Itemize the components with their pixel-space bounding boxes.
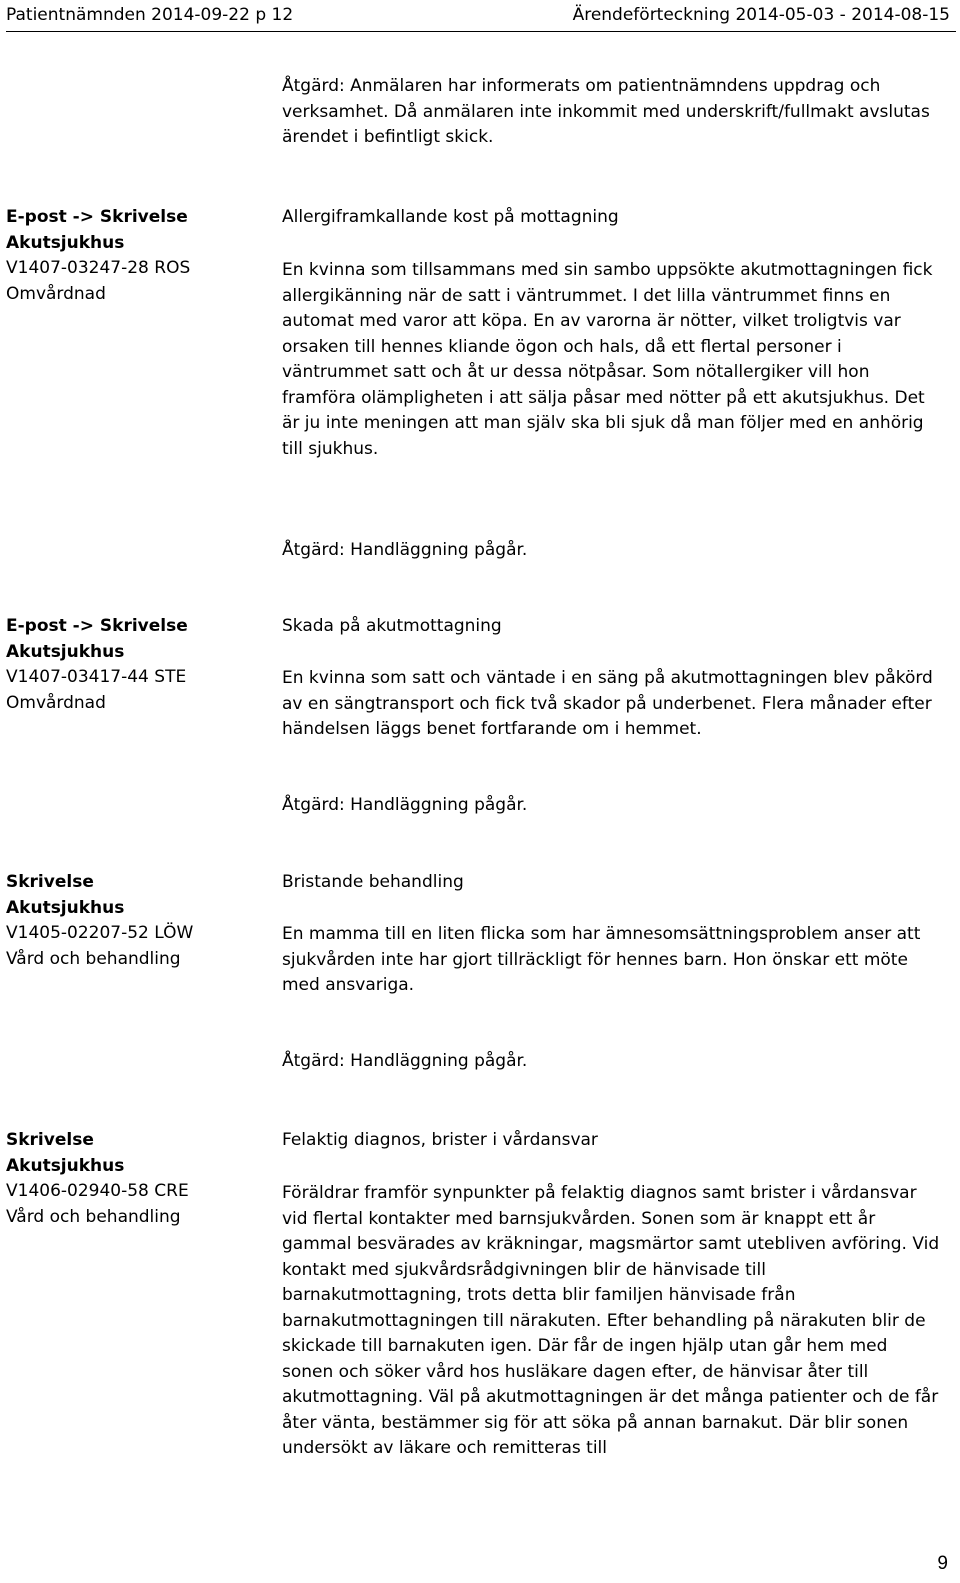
case-description: En kvinna som satt och väntade i en säng på akutmottagningen blev påkörd av en sängtransport och fick två skador på underbenet. Flera månader efter händelsen läggs benet fortfarande om i hemmet.: [282, 668, 933, 739]
header-rule: [6, 31, 956, 32]
case-subject: Bristande behandling: [282, 872, 464, 892]
case-subject: Skada på akutmottagning: [282, 616, 502, 636]
case-description: En kvinna som tillsammans med sin sambo uppsökte akutmottagningen fick allergikänning när de satt i väntrummet. I det lilla väntrummet finns en automat med varor att köpa. En av varorna är nötter, vilket troligtvis var orsaken till hennes kliande ögon och hals, då ett flertal personer i väntrummet satt och åt ur dessa nötpåsar. Som nötallergiker vill hon framföra olämpligheten i att sälja påsar med nötter på ett akutsjukhus. Det är ju inte meningen att man själv ska bli sjuk då man följer med en anhörig till sjukhus.: [282, 260, 933, 459]
case-id: V1407-03417-44 STE: [6, 667, 187, 687]
case-unit: Akutsjukhus: [6, 1155, 125, 1176]
case-description: Föräldrar framför synpunkter på felaktig diagnos samt brister i vårdansvar vid flertal kontakter med barnsjukvården. Sonen som är knappt ett år gammal besvärades av kräkningar, magsmärtor samt utebliven avföring. Vid kontakt med sjukvårdsrådgivningen blir de hänvisade till barnakutmottagning, trots detta blir familjen hänvisade från barnakutmottagningen till närakuten. Efter behandling på närakuten blir de skickade till barnakuten igen. Där får de ingen hjälp utan går hem med sonen och söker vård hos husläkare dagen efter, de hänvisar åter till akutmottagning. Väl på akutmottagningen är det många patienter och de får åter vänta, bestämmer sig för att söka på annan barnakut. Där blir sonen undersökt av läkare och remitteras till: [282, 1183, 940, 1458]
case-category: Vård och behandling: [6, 1206, 181, 1227]
case-channel: E-post -> Skrivelse: [6, 616, 188, 636]
case-id: V1407-03247-28 ROS: [6, 258, 191, 278]
case-action: Åtgärd: Handläggning pågår.: [282, 1051, 528, 1071]
page-header: [0, 0, 960, 33]
case-id: V1406-02940-58 CRE: [6, 1181, 189, 1201]
case-meta: [6, 205, 266, 307]
case-channel: E-post -> Skrivelse: [6, 207, 188, 227]
case-meta: [6, 1128, 266, 1230]
case-action: Åtgärd: Handläggning pågår.: [282, 540, 528, 560]
case-action: Åtgärd: Handläggning pågår.: [282, 795, 528, 815]
case-category: Vård och behandling: [6, 948, 181, 969]
case-channel: Skrivelse: [6, 872, 94, 892]
case-category: Omvårdnad: [6, 283, 106, 304]
intro-action: Åtgärd: Anmälaren har informerats om patientnämndens uppdrag och verksamhet. Då anmälaren inte inkommit med underskrift/fullmakt avslutas ärendet i befintligt skick.: [282, 76, 930, 147]
case-unit: Akutsjukhus: [6, 897, 125, 918]
case-meta: [6, 870, 266, 972]
page-number: 9: [937, 1553, 948, 1574]
case-subject: Felaktig diagnos, brister i vårdansvar: [282, 1130, 598, 1150]
case-channel: Skrivelse: [6, 1130, 94, 1150]
case-meta: [6, 614, 266, 716]
case-unit: Akutsjukhus: [6, 641, 125, 662]
header-left: Patientnämnden 2014-09-22 p 12: [6, 5, 294, 25]
case-id: V1405-02207-52 LÖW: [6, 923, 194, 943]
case-category: Omvårdnad: [6, 692, 106, 713]
case-description: En mamma till en liten flicka som har ämnesomsättningsproblem anser att sjukvården inte har gjort tillräckligt för hennes barn. Hon önskar ett möte med ansvariga.: [282, 924, 921, 995]
header-right: Ärendeförteckning 2014-05-03 - 2014-08-15: [572, 5, 950, 25]
case-unit: Akutsjukhus: [6, 232, 125, 253]
case-subject: Allergiframkallande kost på mottagning: [282, 207, 619, 227]
